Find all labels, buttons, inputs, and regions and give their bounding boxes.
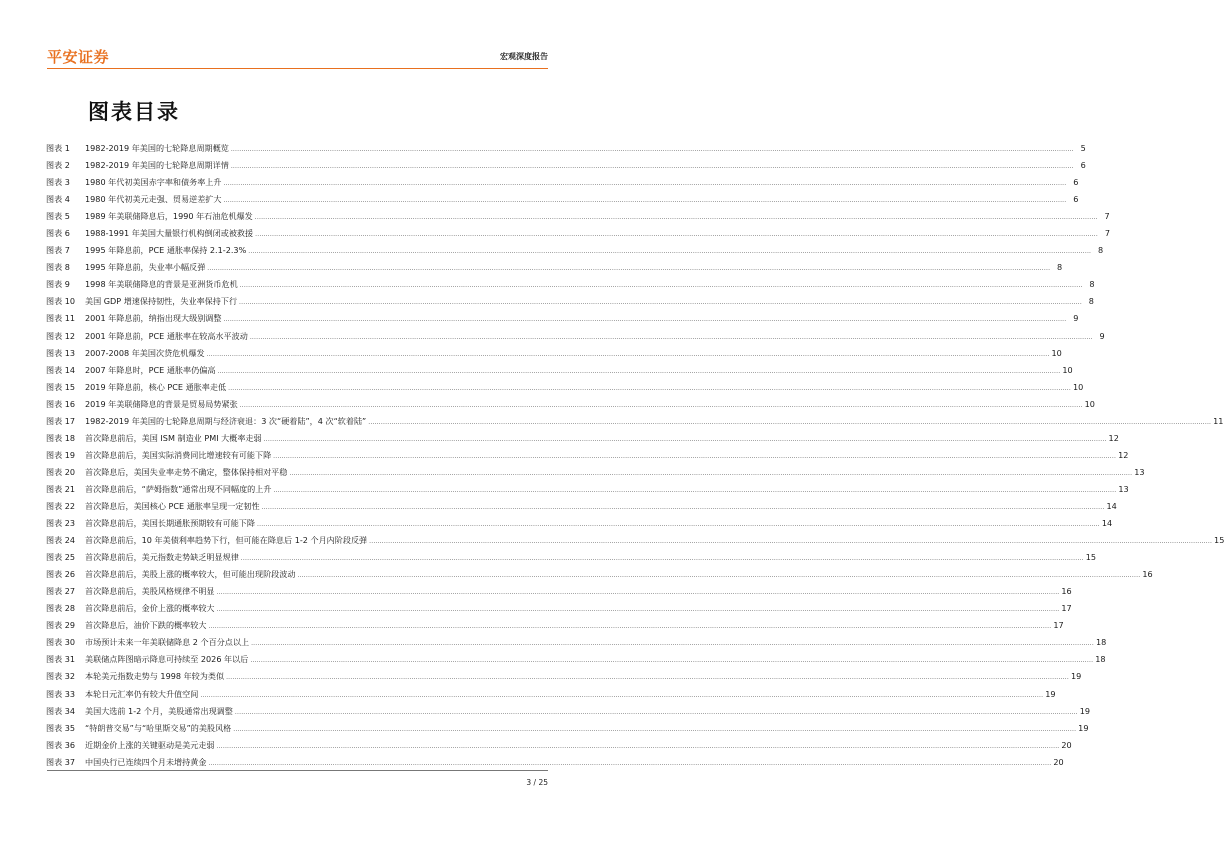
toc-entry-title: 首次降息前后，“萨姆指数”通常出现不同幅度的上升: [85, 483, 272, 494]
toc-entry-page: 19: [1045, 688, 1056, 699]
toc-entry-title: 2007 年降息时，PCE 通胀率仍偏高: [85, 364, 216, 375]
toc-entry-number: 图表 1: [46, 143, 70, 153]
toc-entry-page: 8: [1089, 279, 1095, 290]
page-number: 3 / 25: [526, 778, 548, 787]
toc-entry-page: 10: [1051, 347, 1062, 358]
toc-entry[interactable]: [46, 430, 1119, 447]
toc-entry[interactable]: [46, 600, 1072, 617]
toc-entry[interactable]: [46, 464, 1145, 481]
toc-entry-number: 图表 29: [46, 620, 76, 631]
toc-dot-leader: ................................................................................................................................................................................................................................................................................................................................................................................................................: [223, 180, 1067, 188]
toc-entry[interactable]: [46, 225, 1110, 242]
toc-entry[interactable]: [46, 140, 1086, 157]
toc-entry-title: 首次降息后，油价下跌的概率较大: [85, 620, 207, 631]
toc-entry-title: 首次降息前后，美元指数走势缺乏明显规律: [85, 552, 239, 563]
toc-entry-page: 10: [1062, 364, 1073, 375]
toc-entry-page: 20: [1053, 756, 1064, 767]
toc-entry-page: 17: [1061, 603, 1072, 614]
toc-dot-leader: ................................................................................................................................................................................................................................................................................................................................................................................................................: [249, 333, 1093, 341]
toc-entry[interactable]: [46, 720, 1089, 737]
toc-dot-leader: ................................................................................................................................................................................................................................................................................................................................................................................................................: [223, 197, 1067, 205]
toc-dot-leader: ................................................................................................................................................................................................................................................................................................................................................................................................................: [368, 418, 1212, 426]
toc-dot-leader: ................................................................................................................................................................................................................................................................................................................................................................................................................: [239, 401, 1083, 409]
toc-entry-page: 18: [1095, 637, 1107, 648]
toc-entry[interactable]: [46, 703, 1091, 720]
page-header: [47, 46, 548, 68]
toc-entry-page: 10: [1072, 381, 1084, 392]
toc-entry[interactable]: [46, 379, 1084, 396]
toc-entry-title: 2007-2008 年美国次贷危机爆发: [85, 347, 205, 358]
toc-entry-page: 20: [1061, 739, 1072, 750]
toc-entry[interactable]: [46, 310, 1079, 327]
toc-entry-number: 图表 19: [46, 449, 76, 460]
toc-dot-leader: ................................................................................................................................................................................................................................................................................................................................................................................................................: [261, 503, 1105, 511]
toc-entry[interactable]: [46, 515, 1113, 532]
toc-entry-page: 8: [1088, 296, 1094, 307]
toc-dot-leader: ................................................................................................................................................................................................................................................................................................................................................................................................................: [263, 435, 1107, 443]
toc-entry-page: 6: [1073, 194, 1079, 205]
toc-dot-leader: ................................................................................................................................................................................................................................................................................................................................................................................................................: [273, 486, 1117, 494]
toc-entry-number: 图表 24: [46, 535, 76, 546]
toc-dot-leader: ................................................................................................................................................................................................................................................................................................................................................................................................................: [200, 691, 1044, 699]
toc-entry[interactable]: [46, 242, 1104, 259]
header-divider: [47, 68, 548, 69]
toc-entry-title: 2019 年降息前，核心 PCE 通胀率走低: [85, 381, 227, 392]
toc-entry-number: 图表 7: [46, 245, 70, 256]
toc-entry-page: 6: [1080, 160, 1086, 171]
toc-dot-leader: ................................................................................................................................................................................................................................................................................................................................................................................................................: [255, 231, 1098, 239]
toc-entry-number: 图表 37: [46, 756, 76, 767]
toc-entry-number: 图表 36: [46, 739, 76, 750]
toc-entry-page: 14: [1101, 518, 1113, 529]
toc-dot-leader: ................................................................................................................................................................................................................................................................................................................................................................................................................: [251, 640, 1094, 648]
toc-entry[interactable]: [46, 686, 1056, 703]
toc-entry-number: 图表 6: [46, 228, 70, 239]
toc-entry[interactable]: [46, 191, 1079, 208]
toc-entry-page: 10: [1084, 398, 1095, 409]
toc-dot-leader: ................................................................................................................................................................................................................................................................................................................................................................................................................: [226, 674, 1069, 682]
toc-dot-leader: ................................................................................................................................................................................................................................................................................................................................................................................................................: [230, 146, 1074, 153]
toc-entry-number: 图表 22: [46, 500, 76, 511]
toc-entry-title: 美国大选前 1-2 个月，美股通常出现调整: [85, 705, 233, 716]
toc-entry-page: 9: [1073, 313, 1079, 324]
toc-entry-page: 19: [1079, 705, 1091, 716]
toc-entry[interactable]: [46, 293, 1094, 310]
toc-dot-leader: ................................................................................................................................................................................................................................................................................................................................................................................................................: [248, 248, 1092, 256]
toc-entry-page: 16: [1142, 569, 1153, 580]
toc-entry[interactable]: [46, 651, 1106, 668]
toc-entry[interactable]: [46, 345, 1062, 362]
toc-entry-number: 图表 35: [46, 722, 76, 733]
toc-entry-title: 1989 年美联储降息后，1990 年石油危机爆发: [85, 211, 253, 222]
toc-entry-page: 16: [1061, 586, 1072, 597]
toc-dot-leader: ................................................................................................................................................................................................................................................................................................................................................................................................................: [239, 299, 1082, 307]
toc-entry-title: 美联储点阵图暗示降息可持续至 2026 年以后: [85, 654, 249, 665]
toc-entry-page: 8: [1057, 262, 1063, 273]
toc-entry-title: 首次降息后，美国失业率走势不确定，整体保持相对平稳: [85, 466, 288, 477]
toc-dot-leader: ................................................................................................................................................................................................................................................................................................................................................................................................................: [239, 282, 1083, 290]
toc-dot-leader: ................................................................................................................................................................................................................................................................................................................................................................................................................: [369, 538, 1213, 546]
toc-entry[interactable]: [46, 754, 1064, 771]
toc-dot-leader: ................................................................................................................................................................................................................................................................................................................................................................................................................: [208, 623, 1052, 631]
toc-dot-leader: ................................................................................................................................................................................................................................................................................................................................................................................................................: [234, 708, 1078, 716]
toc-entry-number: 图表 23: [46, 518, 76, 529]
toc-entry-number: 图表 27: [46, 586, 76, 597]
toc-entry-title: 2001 年降息前，纳指出现大级别调整: [85, 313, 222, 324]
brand-logo: 平安证券: [47, 48, 110, 66]
toc-entry[interactable]: [46, 583, 1072, 600]
toc-entry-title: 1988-1991 年美国大量银行机构倒闭或被救援: [85, 228, 254, 239]
toc-entry-number: 图表 20: [46, 466, 76, 477]
toc-entry-number: 图表 31: [46, 654, 76, 665]
toc-entry-title: 1980 年代初美国赤字率和债务率上升: [85, 177, 222, 188]
toc-entry[interactable]: [46, 634, 1107, 651]
toc-entry-title: 市场预计未来一年美联储降息 2 个百分点以上: [85, 637, 250, 648]
toc-dot-leader: ................................................................................................................................................................................................................................................................................................................................................................................................................: [297, 572, 1141, 580]
toc-entry-page: 13: [1118, 483, 1129, 494]
toc-entry-page: 7: [1104, 211, 1110, 222]
toc-entry-number: 图表 16: [46, 398, 76, 409]
toc-entry-page: 7: [1104, 228, 1110, 239]
toc-dot-leader: ................................................................................................................................................................................................................................................................................................................................................................................................................: [230, 163, 1074, 171]
toc-entry-number: 图表 8: [46, 262, 70, 273]
toc-entry[interactable]: [46, 174, 1079, 191]
toc-entry-title: 本轮美元指数走势与 1998 年较为类似: [85, 671, 225, 682]
toc-entry-page: 19: [1070, 671, 1082, 682]
toc-entry-page: 12: [1118, 449, 1129, 460]
toc-entry[interactable]: [46, 532, 1224, 549]
toc-title: 图表目录: [88, 100, 180, 124]
toc-entry-title: 1998 年美联储降息的背景是亚洲货币危机: [85, 279, 238, 290]
toc-entry-number: 图表 9: [46, 279, 70, 290]
toc-entry-page: 5: [1080, 143, 1086, 153]
toc-entry-number: 图表 30: [46, 637, 76, 648]
toc-entry-title: 首次降息前后，美国 ISM 制造业 PMI 大概率走弱: [85, 432, 262, 443]
toc-entry-number: 图表 10: [46, 296, 76, 307]
toc-entry[interactable]: [46, 447, 1129, 464]
toc-entry[interactable]: [46, 259, 1063, 276]
toc-entry-title: 2001 年降息前，PCE 通胀率在较高水平波动: [85, 330, 248, 341]
toc-entry-page: 6: [1073, 177, 1079, 188]
toc-entry-number: 图表 4: [46, 194, 70, 205]
toc-entry-page: 14: [1106, 500, 1117, 511]
toc-entry-title: 首次降息前后，金价上涨的概率较大: [85, 603, 215, 614]
toc-entry-number: 图表 14: [46, 364, 76, 375]
toc-entry-title: 首次降息前后，美国实际消费同比增速较有可能下降: [85, 449, 272, 460]
toc-entry[interactable]: [46, 362, 1073, 379]
toc-entry-title: 美国 GDP 增速保持韧性，失业率保持下行: [85, 296, 238, 307]
toc-dot-leader: ................................................................................................................................................................................................................................................................................................................................................................................................................: [289, 469, 1133, 477]
toc-entry-title: 首次降息前后，美股上涨的概率较大，但可能出现阶段波动: [85, 569, 296, 580]
toc-dot-leader: ................................................................................................................................................................................................................................................................................................................................................................................................................: [233, 725, 1077, 733]
toc-entry-page: 15: [1085, 552, 1096, 563]
toc-entry-page: 18: [1095, 654, 1106, 665]
toc-entry[interactable]: [46, 208, 1110, 225]
toc-entry-page: 8: [1098, 245, 1104, 256]
toc-entry-page: 15: [1214, 535, 1224, 546]
toc-dot-leader: ................................................................................................................................................................................................................................................................................................................................................................................................................: [223, 316, 1067, 324]
toc-entry-title: “特朗普交易”与“哈里斯交易”的美股风格: [85, 722, 232, 733]
toc-entry-title: 近期金价上涨的关键驱动是美元走弱: [85, 739, 215, 750]
toc-entry-page: 11: [1213, 415, 1224, 426]
toc-dot-leader: ................................................................................................................................................................................................................................................................................................................................................................................................................: [217, 367, 1061, 375]
toc-dot-leader: ................................................................................................................................................................................................................................................................................................................................................................................................................: [208, 759, 1052, 767]
toc-entry-number: 图表 34: [46, 705, 76, 716]
toc-dot-leader: ................................................................................................................................................................................................................................................................................................................................................................................................................: [254, 214, 1098, 222]
toc-entry-number: 图表 33: [46, 688, 76, 699]
toc-entry-title: 1982-2019 年美国的七轮降息周期与经济衰退：3 次“硬着陆”，4 次“软着陆”: [85, 415, 367, 426]
toc-entry-number: 图表 3: [46, 177, 70, 188]
toc-entry[interactable]: [46, 617, 1064, 634]
toc-dot-leader: ................................................................................................................................................................................................................................................................................................................................................................................................................: [228, 384, 1071, 392]
toc-entry[interactable]: [46, 157, 1086, 174]
toc-dot-leader: ................................................................................................................................................................................................................................................................................................................................................................................................................: [256, 521, 1100, 529]
toc-list: [46, 140, 1224, 771]
toc-entry[interactable]: [46, 566, 1153, 583]
toc-dot-leader: ................................................................................................................................................................................................................................................................................................................................................................................................................: [273, 452, 1117, 460]
toc-entry[interactable]: [46, 498, 1117, 515]
toc-dot-leader: ................................................................................................................................................................................................................................................................................................................................................................................................................: [206, 350, 1050, 358]
toc-entry-page: 12: [1108, 432, 1119, 443]
toc-entry-number: 图表 11: [46, 313, 76, 324]
toc-entry-number: 图表 26: [46, 569, 76, 580]
toc-entry[interactable]: [46, 549, 1096, 566]
toc-entry-page: 9: [1099, 330, 1105, 341]
toc-entry-title: 首次降息前后，美国长期通胀预期较有可能下降: [85, 518, 255, 529]
footer-divider: [47, 770, 548, 771]
toc-entry-title: 首次降息前后，10 年美债利率趋势下行，但可能在降息后 1-2 个月内阶段反弹: [85, 535, 368, 546]
toc-entry-title: 1982-2019 年美国的七轮降息周期详情: [85, 160, 229, 171]
toc-entry-number: 图表 28: [46, 603, 76, 614]
toc-entry-page: 13: [1134, 466, 1145, 477]
toc-entry-title: 1995 年降息前，PCE 通胀率保持 2.1-2.3%: [85, 245, 247, 256]
report-type-label: 宏观深度报告: [500, 52, 548, 61]
toc-entry[interactable]: [46, 413, 1224, 430]
toc-entry-number: 图表 18: [46, 432, 76, 443]
toc-entry-title: 中国央行已连续四个月未增持黄金: [85, 756, 207, 767]
toc-entry-number: 图表 12: [46, 330, 76, 341]
toc-dot-leader: ................................................................................................................................................................................................................................................................................................................................................................................................................: [216, 589, 1060, 597]
toc-entry[interactable]: [46, 328, 1105, 345]
toc-entry-page: 19: [1078, 722, 1089, 733]
toc-entry[interactable]: [46, 396, 1095, 413]
toc-entry-title: 1982-2019 年美国的七轮降息周期概览: [85, 143, 229, 153]
toc-entry-number: 图表 13: [46, 347, 76, 358]
toc-entry[interactable]: [46, 276, 1095, 293]
toc-entry-title: 首次降息前后，美股风格规律不明显: [85, 586, 215, 597]
toc-dot-leader: ................................................................................................................................................................................................................................................................................................................................................................................................................: [250, 657, 1094, 665]
toc-entry-title: 1995 年降息前，失业率小幅反弹: [85, 262, 206, 273]
toc-entry[interactable]: [46, 737, 1072, 754]
toc-entry-page: 17: [1053, 620, 1064, 631]
toc-entry-title: 首次降息后，美国核心 PCE 通胀率呈现一定韧性: [85, 500, 260, 511]
toc-entry-number: 图表 32: [46, 671, 76, 682]
toc-entry-number: 图表 2: [46, 160, 70, 171]
toc-entry-number: 图表 25: [46, 552, 76, 563]
toc-dot-leader: ................................................................................................................................................................................................................................................................................................................................................................................................................: [240, 555, 1084, 563]
toc-entry-number: 图表 15: [46, 381, 76, 392]
toc-entry[interactable]: [46, 481, 1129, 498]
toc-entry-title: 2019 年美联储降息的背景是贸易局势紧张: [85, 398, 238, 409]
toc-entry-number: 图表 21: [46, 483, 76, 494]
toc-entry-number: 图表 5: [46, 211, 70, 222]
toc-entry[interactable]: [46, 668, 1082, 685]
toc-dot-leader: ................................................................................................................................................................................................................................................................................................................................................................................................................: [216, 606, 1060, 614]
toc-entry-number: 图表 17: [46, 415, 76, 426]
toc-entry-title: 1980 年代初美元走强、贸易逆差扩大: [85, 194, 222, 205]
toc-entry-title: 本轮日元汇率仍有较大升值空间: [85, 688, 199, 699]
toc-dot-leader: ................................................................................................................................................................................................................................................................................................................................................................................................................: [207, 265, 1051, 273]
toc-dot-leader: ................................................................................................................................................................................................................................................................................................................................................................................................................: [216, 742, 1060, 750]
